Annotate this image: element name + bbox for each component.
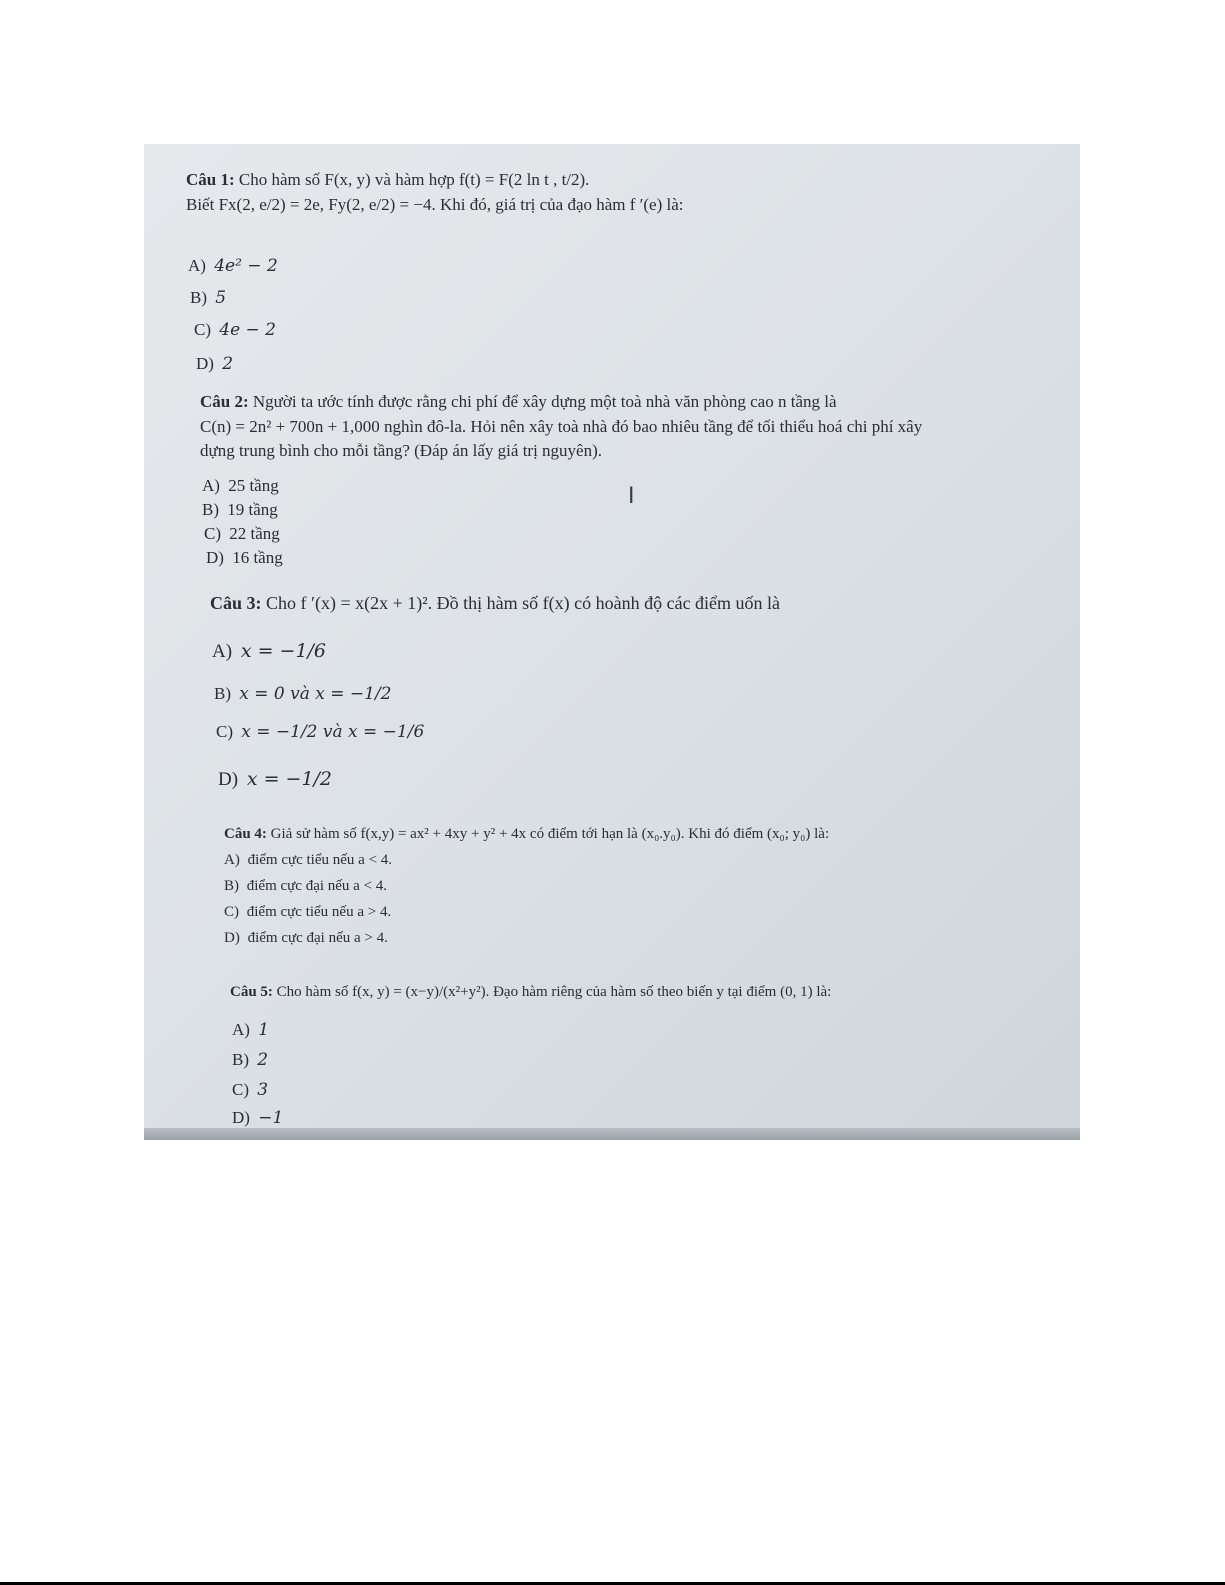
option-letter: C) bbox=[204, 524, 221, 543]
question-label: Câu 4: bbox=[224, 826, 267, 842]
question-label: Câu 2: bbox=[200, 392, 249, 411]
option-b[interactable] bbox=[232, 1048, 268, 1073]
option-text: x = −1/2 và x = −1/6 bbox=[241, 722, 425, 742]
option-text: điểm cực tiểu nếu a < 4. bbox=[247, 852, 393, 868]
question-5 bbox=[230, 982, 1030, 1132]
option-text: 3 bbox=[257, 1080, 269, 1100]
question-2-stem-2: C(n) = 2n² + 700n + 1,000 nghìn đô-la. Hỏi nên xây toà nhà đó bao nhiêu tầng để tối thiểu hoá chi phí xây bbox=[200, 416, 923, 436]
option-letter: D) bbox=[206, 548, 224, 567]
option-a[interactable] bbox=[202, 474, 279, 499]
question-2 bbox=[200, 390, 1050, 580]
option-d[interactable] bbox=[206, 546, 283, 571]
option-a[interactable] bbox=[224, 850, 392, 872]
question-5-stem bbox=[230, 982, 1030, 1004]
question-4 bbox=[224, 824, 1064, 954]
option-text: −1 bbox=[258, 1108, 284, 1128]
question-text: Giả sử hàm số f(x,y) = ax² + 4xy + y² + 4x có điểm tới hạn là (x₀.y₀). Khi đó điểm (x₀; y₀) là: bbox=[270, 826, 830, 842]
question-3 bbox=[210, 590, 970, 810]
option-letter: D) bbox=[196, 354, 214, 373]
question-2-stem bbox=[200, 390, 1050, 415]
question-4-stem bbox=[224, 824, 1064, 846]
option-b[interactable] bbox=[224, 876, 387, 898]
question-text: Người ta ước tính được rằng chi phí để xây dựng một toà nhà văn phòng cao n tầng là bbox=[252, 392, 837, 411]
option-b[interactable] bbox=[214, 682, 392, 707]
option-text: x = −1/6 bbox=[240, 640, 327, 662]
option-text: 22 tầng bbox=[229, 524, 280, 543]
option-text: 5 bbox=[215, 288, 227, 308]
option-text: 2 bbox=[257, 1050, 269, 1070]
question-text: Cho f ′(x) = x(2x + 1)². Đồ thị hàm số f(x) có hoành độ các điểm uốn là bbox=[266, 593, 781, 613]
option-letter: B) bbox=[190, 288, 207, 307]
screen-bezel bbox=[144, 1128, 1080, 1140]
option-a[interactable] bbox=[232, 1018, 269, 1043]
option-letter: A) bbox=[188, 256, 206, 275]
option-letter: B) bbox=[232, 1050, 249, 1069]
option-letter: C) bbox=[224, 904, 239, 920]
option-text: 1 bbox=[258, 1020, 270, 1040]
option-text: 4e² − 2 bbox=[214, 256, 278, 276]
option-letter: B) bbox=[214, 684, 231, 703]
option-letter: C) bbox=[216, 722, 233, 741]
question-1 bbox=[186, 168, 1046, 388]
option-d[interactable] bbox=[196, 352, 233, 377]
option-letter: B) bbox=[202, 500, 219, 519]
option-text: 16 tầng bbox=[232, 548, 283, 567]
option-a[interactable] bbox=[212, 638, 326, 666]
option-letter: A) bbox=[202, 476, 220, 495]
option-text: điểm cực đại nếu a > 4. bbox=[247, 930, 388, 946]
question-1-stem bbox=[186, 168, 1046, 193]
option-c[interactable] bbox=[224, 902, 391, 924]
option-letter: D) bbox=[218, 769, 239, 790]
text-cursor-icon: I bbox=[628, 484, 635, 509]
option-text: x = 0 và x = −1/2 bbox=[239, 684, 392, 704]
question-2-stem-3: dựng trung bình cho mỗi tầng? (Đáp án lấy giá trị nguyên). bbox=[200, 441, 603, 461]
option-a[interactable] bbox=[188, 254, 278, 279]
question-1-stem-2: Biết Fx(2, e/2) = 2e, Fy(2, e/2) = −4. Khi đó, giá trị của đạo hàm f ′(e) là: bbox=[186, 194, 684, 214]
option-c[interactable] bbox=[194, 318, 276, 343]
option-text: 2 bbox=[222, 354, 234, 374]
question-label: Câu 1: bbox=[186, 170, 235, 189]
option-text: 19 tầng bbox=[227, 500, 278, 519]
option-text: 25 tầng bbox=[228, 476, 279, 495]
option-letter: C) bbox=[232, 1080, 249, 1099]
question-3-stem bbox=[210, 590, 970, 616]
question-text: Cho hàm số f(x, y) = (x−y)/(x²+y²). Đạo hàm riêng của hàm số theo biến y tại điểm (0, 1) là: bbox=[276, 984, 832, 1000]
option-letter: D) bbox=[232, 1108, 250, 1127]
option-text: 4e − 2 bbox=[219, 320, 276, 340]
option-c[interactable] bbox=[216, 720, 424, 745]
option-letter: A) bbox=[212, 641, 233, 662]
option-letter: A) bbox=[232, 1020, 250, 1039]
option-d[interactable] bbox=[218, 766, 332, 794]
option-text: điểm cực đại nếu a < 4. bbox=[246, 878, 388, 894]
option-c[interactable] bbox=[204, 522, 280, 547]
option-d[interactable] bbox=[224, 928, 388, 950]
option-letter: C) bbox=[194, 320, 211, 339]
question-label: Câu 3: bbox=[210, 593, 262, 613]
option-b[interactable] bbox=[202, 498, 278, 523]
option-letter: B) bbox=[224, 878, 239, 894]
option-d[interactable] bbox=[232, 1106, 283, 1131]
question-text: Cho hàm số F(x, y) và hàm hợp f(t) = F(2 ln t , t/2). bbox=[238, 170, 590, 189]
option-b[interactable] bbox=[190, 286, 226, 311]
exam-photo bbox=[144, 144, 1080, 1140]
option-text: điểm cực tiểu nếu a > 4. bbox=[246, 904, 392, 920]
question-label: Câu 5: bbox=[230, 984, 273, 1000]
option-c[interactable] bbox=[232, 1078, 268, 1103]
option-text: x = −1/2 bbox=[246, 768, 333, 790]
option-letter: A) bbox=[224, 852, 240, 868]
option-letter: D) bbox=[224, 930, 240, 946]
